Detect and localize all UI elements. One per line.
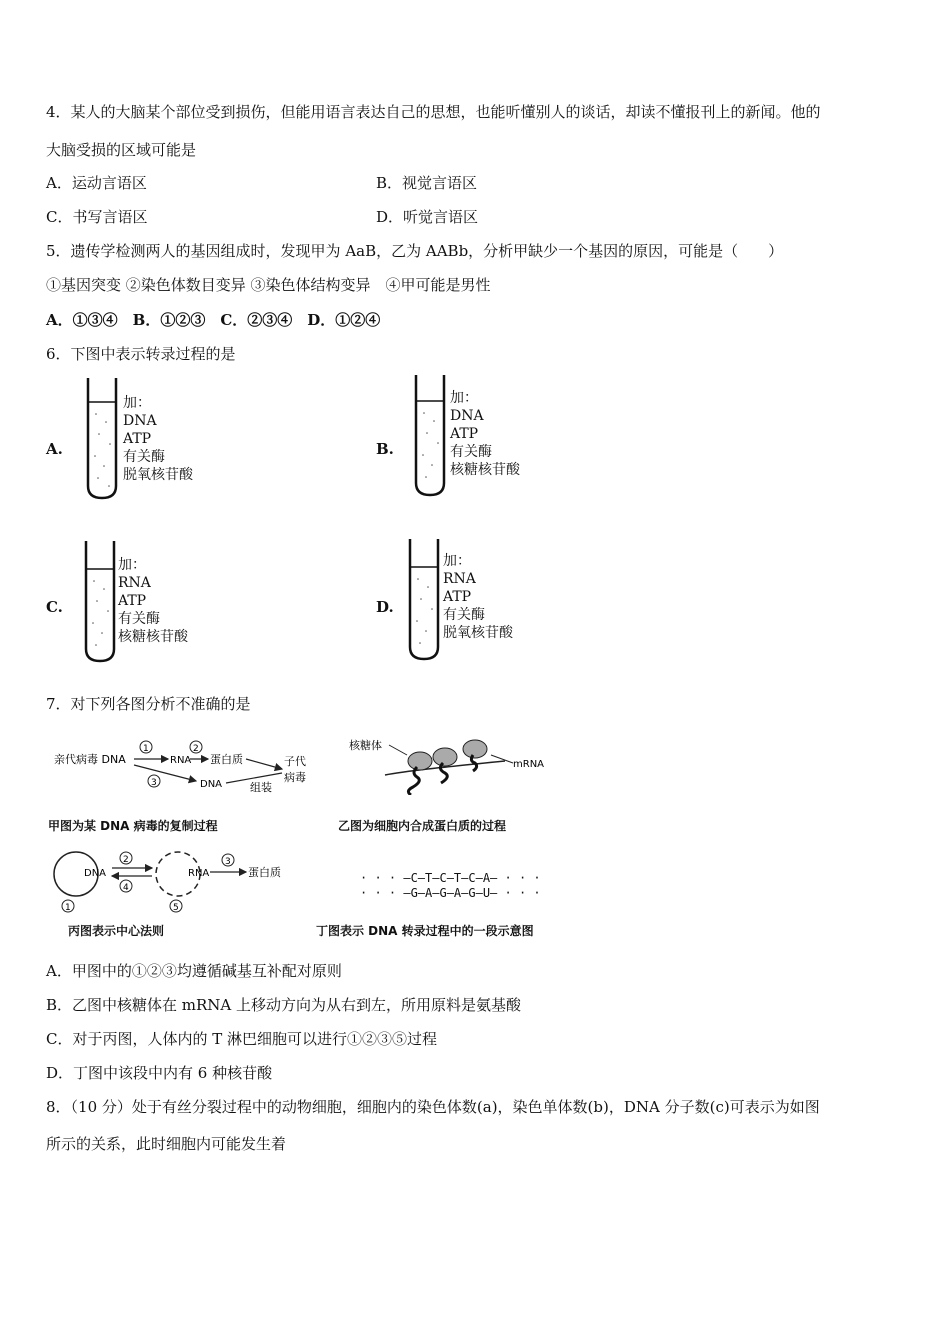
fig-ding-strand1: · · · —C—T—C—T—C—A— · · · — [360, 871, 541, 885]
q5-items: ①基因突变 ②染色体数目变异 ③染色体结构变异 ④甲可能是男性 — [46, 276, 491, 294]
tube-d-line: ATP — [443, 589, 472, 605]
svg-text:3: 3 — [225, 857, 231, 867]
fig-jia-rna-label: RNA — [170, 755, 192, 766]
tube-b-line: DNA — [450, 408, 484, 424]
tube-d-line: 加： — [443, 553, 471, 569]
fig-jia-dna-label: DNA — [200, 779, 223, 790]
fig-yi-translation — [345, 733, 555, 795]
fig-jia-virus-replication — [50, 735, 320, 795]
q7-option-d: D．丁图中该段中内有 6 种核苷酸 — [46, 1064, 273, 1082]
tube-a-line: 加： — [123, 395, 151, 411]
tube-b-contents — [450, 389, 520, 479]
tube-a-line: ATP — [123, 431, 152, 447]
q4-option-c: C．书写言语区 — [46, 208, 148, 226]
q5-stem: 5．遗传学检测两人的基因组成时，发现甲为 AaB，乙为 AABb，分析甲缺少一个基因的原因，可能是（ ） — [46, 242, 784, 260]
test-tube-c-icon — [82, 541, 118, 665]
q4-option-a: A．运动言语区 — [46, 174, 147, 192]
tube-b-line: 有关酶 — [450, 444, 492, 460]
q4-stem-line1: 4．某人的大脑某个部位受到损伤，但能用语言表达自己的思想，也能听懂别人的谈话，却读不懂报刊上的新闻。他的 — [46, 103, 821, 121]
q5-options: A．①③④ B．①②③ C．②③④ D．①②④ — [46, 311, 381, 329]
test-tube-b-icon — [412, 375, 448, 499]
fig-ding-caption: 丁图表示 DNA 转录过程中的一段示意图 — [316, 924, 534, 938]
fig-jia-virus-label: 亲代病毒 DNA — [54, 753, 126, 766]
svg-text:2: 2 — [193, 744, 199, 754]
q6-label-b: B. — [376, 440, 394, 458]
q4-option-d: D．听觉言语区 — [376, 208, 479, 226]
q7-option-b: B．乙图中核糖体在 mRNA 上移动方向为从右到左，所用原料是氨基酸 — [46, 996, 522, 1014]
svg-text:1: 1 — [143, 744, 149, 754]
fig-yi-mrna-label: mRNA — [513, 759, 545, 770]
tube-c-line: 核糖核苷酸 — [118, 629, 188, 645]
q7-stem: 7．对下列各图分析不准确的是 — [46, 695, 251, 713]
tube-c-line: ATP — [118, 593, 147, 609]
fig-ding-strand2: · · · —G—A—G—A—G—U— · · · — [360, 886, 541, 900]
tube-d-contents — [443, 552, 513, 642]
svg-text:2: 2 — [123, 855, 129, 865]
svg-text:4: 4 — [123, 883, 129, 893]
svg-text:3: 3 — [151, 778, 157, 788]
tube-b-line: 核糖核苷酸 — [450, 462, 520, 478]
q7-option-a: A．甲图中的①②③均遵循碱基互补配对原则 — [46, 962, 342, 980]
q8-stem-line2: 所示的关系，此时细胞内可能发生着 — [46, 1135, 287, 1153]
tube-c-line: RNA — [118, 575, 151, 591]
tube-d-line: 有关酶 — [443, 607, 485, 623]
fig-jia-virus2-label: 病毒 — [284, 771, 306, 784]
q6-label-d: D. — [376, 598, 394, 616]
q6-stem: 6．下图中表示转录过程的是 — [46, 345, 236, 363]
fig-bing-dna-label: DNA — [84, 868, 107, 879]
q7-option-c: C．对于丙图，人体内的 T 淋巴细胞可以进行①②③⑤过程 — [46, 1030, 438, 1048]
q8-stem-line1: 8．（10 分）处于有丝分裂过程中的动物细胞，细胞内的染色体数(a)，染色单体数(b)，DNA 分子数(c)可表示为如图 — [46, 1098, 820, 1116]
svg-text:5: 5 — [173, 903, 179, 913]
fig-bing-caption: 丙图表示中心法则 — [68, 924, 165, 938]
tube-d-line: 脱氧核苷酸 — [443, 625, 513, 641]
q4-stem-line2: 大脑受损的区域可能是 — [46, 141, 197, 159]
test-tube-a-icon — [84, 378, 120, 502]
fig-jia-protein-label: 蛋白质 — [210, 753, 243, 766]
tube-a-line: DNA — [123, 413, 157, 429]
test-tube-d-icon — [406, 539, 442, 663]
fig-yi-caption: 乙图为细胞内合成蛋白质的过程 — [338, 819, 507, 833]
fig-bing-rna-label: RNA — [188, 868, 210, 879]
tube-c-contents — [118, 556, 188, 646]
fig-jia-child-label: 子代 — [284, 755, 306, 768]
q6-label-c: C. — [46, 598, 63, 616]
tube-a-line: 脱氧核苷酸 — [123, 467, 193, 483]
fig-jia-assemble-label: 组装 — [250, 781, 272, 794]
q4-option-b: B．视觉言语区 — [376, 174, 478, 192]
fig-jia-caption: 甲图为某 DNA 病毒的复制过程 — [48, 819, 218, 833]
tube-c-line: 有关酶 — [118, 611, 160, 627]
tube-b-line: 加： — [450, 390, 478, 406]
tube-c-line: 加： — [118, 557, 146, 573]
tube-a-contents — [123, 394, 193, 484]
tube-a-line: 有关酶 — [123, 449, 165, 465]
svg-text:1: 1 — [65, 903, 71, 913]
tube-d-line: RNA — [443, 571, 476, 587]
fig-bing-protein-label: 蛋白质 — [248, 866, 281, 879]
tube-b-line: ATP — [450, 426, 479, 442]
fig-bing-central-dogma — [48, 846, 308, 916]
q6-label-a: A. — [46, 440, 63, 458]
fig-yi-ribosome-label: 核糖体 — [349, 739, 382, 752]
